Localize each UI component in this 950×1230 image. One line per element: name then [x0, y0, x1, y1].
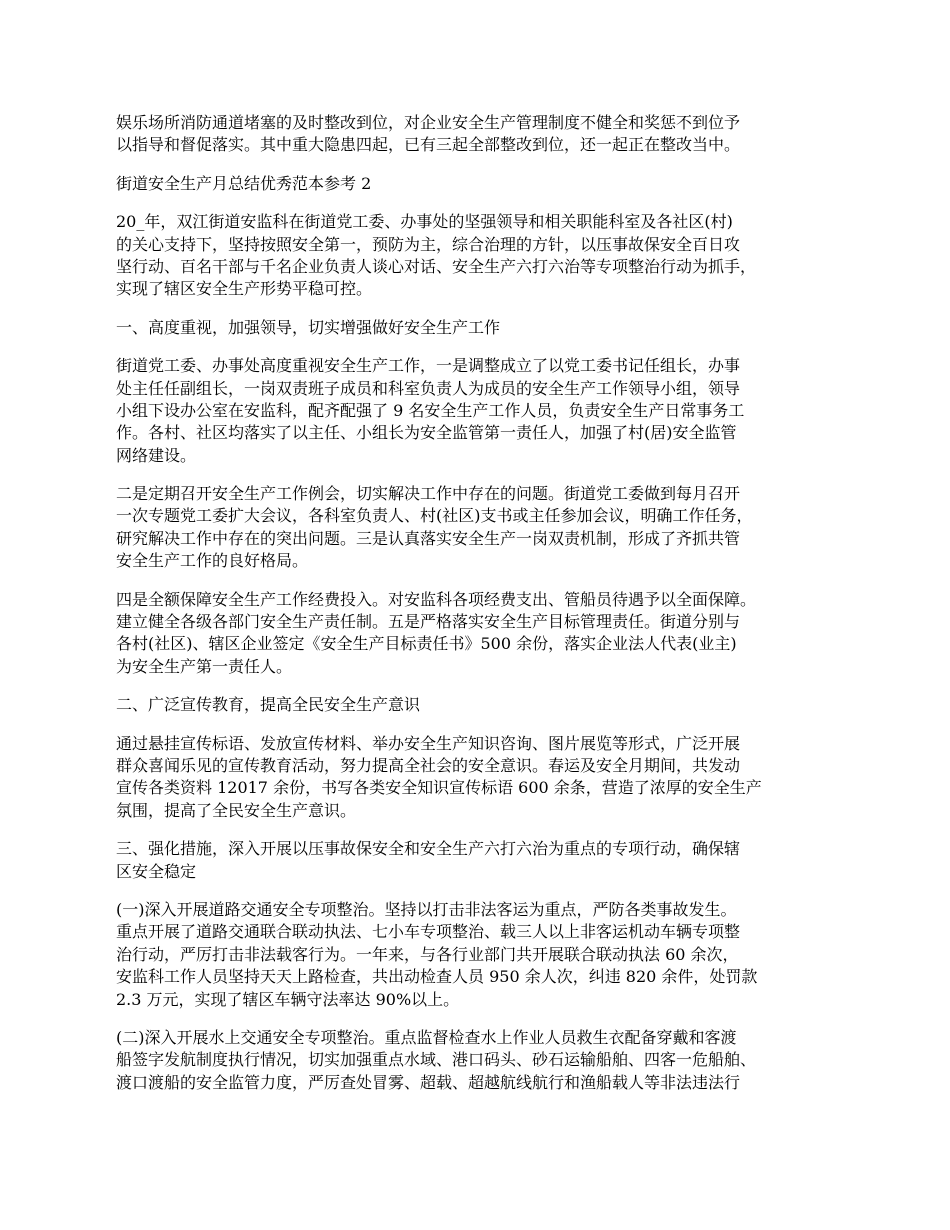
text-line: 一次专题党工委扩大会议，各科室负责人、村(社区)支书或主任参加会议，明确工作任务， — [116, 506, 753, 526]
text-line: 建立健全各级各部门安全生产责任制。五是严格落实安全生产目标管理责任。街道分别与 — [116, 612, 741, 632]
text-line: 三、强化措施，深入开展以压事故保安全和安全生产六打六治为重点的专项行动，确保辖 — [116, 839, 741, 859]
text-line: 各村(社区)、辖区企业签定《安全生产目标责任书》500 余份，落实企业法人代表(业主) — [116, 634, 737, 654]
text-line: 宣传各类资料 12017 余份，书写各类安全知识宣传标语 600 余条，营造了浓厚的安全生产 — [116, 778, 762, 798]
text-line: 二、广泛宣传教育，提高全民安全生产意识 — [116, 695, 421, 715]
body-paragraph — [116, 1027, 856, 1094]
text-line: 坚行动、百名干部与千名企业负责人谈心对话、安全生产六打六治等专项整治行动为抓手， — [116, 256, 757, 276]
text-line: 船签字发航制度执行情况，切实加强重点水域、港口码头、砂石运输船舶、四客一危船舶、 — [116, 1050, 757, 1070]
text-line: 区安全稳定 — [116, 861, 197, 881]
body-paragraph — [116, 112, 856, 157]
document-page — [116, 112, 856, 1110]
text-line: 作。各村、社区均落实了以主任、小组长为安全监管第一责任人，加强了村(居)安全监管 — [116, 423, 737, 443]
text-line: 街道党工委、办事处高度重视安全生产工作，一是调整成立了以党工委书记任组长，办事 — [116, 356, 741, 376]
section-heading — [116, 173, 856, 195]
text-line: (二)深入开展水上交通安全专项整治。重点监督检查水上作业人员救生衣配备穿戴和客渡 — [116, 1027, 737, 1047]
body-paragraph — [116, 355, 856, 467]
text-line: 安全生产工作的良好格局。 — [116, 551, 309, 571]
text-line: 研究解决工作中存在的突出问题。三是认真落实安全生产一岗双责机制，形成了齐抓共管 — [116, 528, 741, 548]
text-line: 氛围，提高了全民安全生产意识。 — [116, 800, 357, 820]
body-paragraph — [116, 211, 856, 301]
text-line: 治行动，严厉打击非法载客行为。一年来，与各行业部门共开展联合联动执法 60 余次， — [116, 944, 739, 964]
section-heading — [116, 317, 856, 339]
text-line: 渡口渡船的安全监管力度，严厉查处冒雾、超载、超越航线航行和渔船载人等非法违法行 — [116, 1072, 741, 1092]
text-line: 网络建设。 — [116, 445, 197, 465]
text-line: 群众喜闻乐见的宣传教育活动，努力提高全社会的安全意识。春运及安全月期间，共发动 — [116, 755, 741, 775]
text-line: 实现了辖区安全生产形势平稳可控。 — [116, 279, 373, 299]
text-line: 处主任任副组长，一岗双责班子成员和科室负责人为成员的安全生产工作领导小组，领导 — [116, 378, 741, 398]
text-line: 小组下设办公室在安监科，配齐配强了 9 名安全生产工作人员，负责安全生产日常事务工 — [116, 400, 745, 420]
section-heading — [116, 838, 856, 883]
text-line: (一)深入开展道路交通安全专项整治。坚持以打击非法客运为重点，严防各类事故发生。 — [116, 899, 737, 919]
body-paragraph — [116, 589, 856, 679]
text-line: 重点开展了道路交通联合联动执法、七小车专项整治、载三人以上非客运机动车辆专项整 — [116, 922, 741, 942]
text-line: 2.3 万元，实现了辖区车辆守法率达 90%以上。 — [116, 989, 460, 1009]
text-line: 20_年，双江街道安监科在街道党工委、办事处的坚强领导和相关职能科室及各社区(村) — [116, 212, 733, 232]
text-line: 一、高度重视，加强领导，切实增强做好安全生产工作 — [116, 317, 501, 337]
body-paragraph — [116, 733, 856, 823]
section-heading — [116, 694, 856, 716]
text-line: 街道安全生产月总结优秀范本参考 2 — [116, 173, 372, 193]
body-paragraph — [116, 899, 856, 1011]
text-line: 娱乐场所消防通道堵塞的及时整改到位，对企业安全生产管理制度不健全和奖惩不到位予 — [116, 113, 741, 132]
text-line: 安监科工作人员坚持天天上路检查，共出动检查人员 950 余人次，纠违 820 余件，处罚款 — [116, 967, 758, 987]
text-line: 的关心支持下，坚持按照安全第一，预防为主，综合治理的方针，以压事故保安全百日攻 — [116, 234, 741, 254]
text-line: 通过悬挂宣传标语、发放宣传材料、举办安全生产知识咨询、图片展览等形式，广泛开展 — [116, 733, 741, 753]
text-line: 为安全生产第一责任人。 — [116, 656, 293, 676]
text-line: 二是定期召开安全生产工作例会，切实解决工作中存在的问题。街道党工委做到每月召开 — [116, 484, 741, 504]
text-line: 四是全额保障安全生产工作经费投入。对安监科各项经费支出、管船员待遇予以全面保障。 — [116, 589, 757, 609]
text-line: 以指导和督促落实。其中重大隐患四起，已有三起全部整改到位，还一起正在整改当中。 — [116, 135, 741, 155]
body-paragraph — [116, 483, 856, 573]
